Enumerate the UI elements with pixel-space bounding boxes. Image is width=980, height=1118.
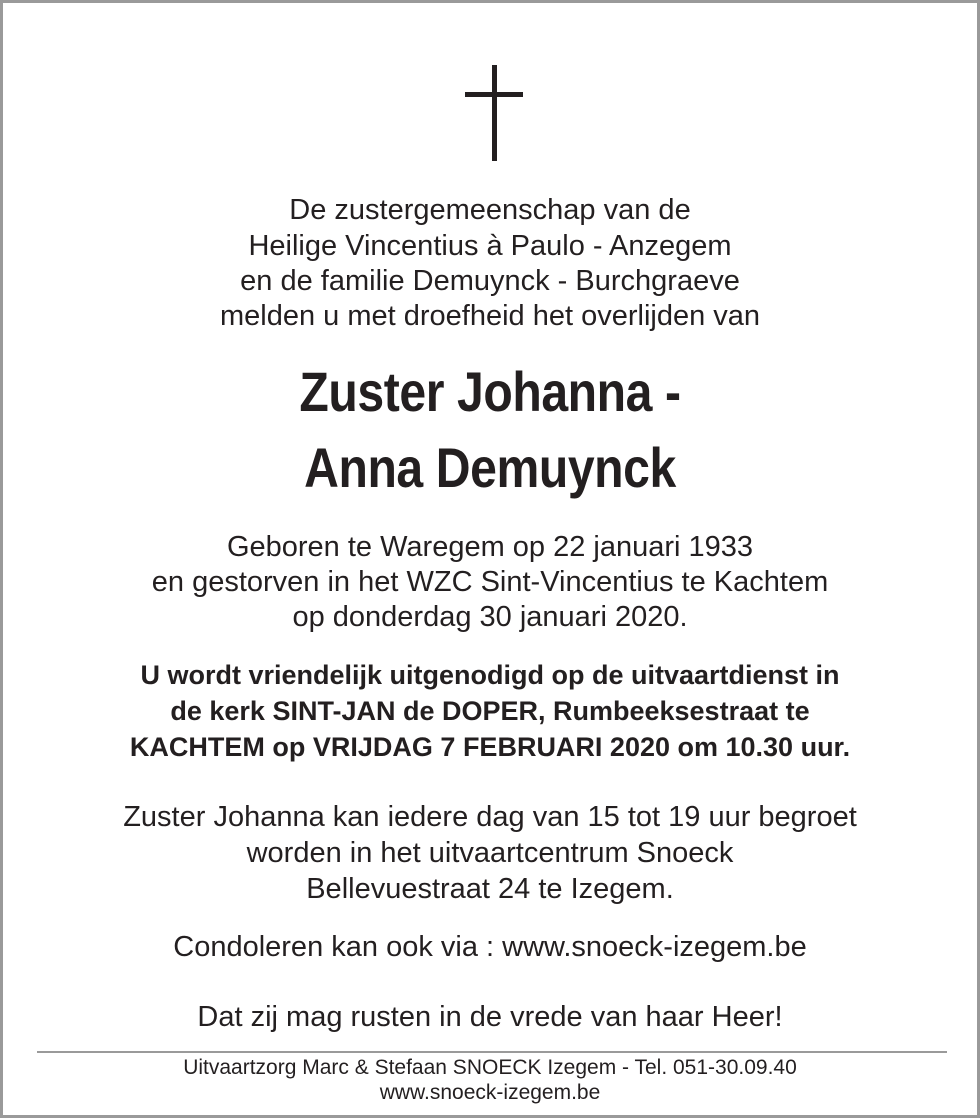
intro-line-3: en de familie Demuynck - Burchgraeve <box>240 265 740 297</box>
death-date-line: op donderdag 30 januari 2020. <box>292 601 688 633</box>
cross-icon <box>465 65 523 161</box>
invitation-line-3: KACHTEM op VRIJDAG 7 FEBRUARI 2020 om 10.30 uur. <box>129 732 851 762</box>
footer-divider <box>37 1051 947 1053</box>
footer-company-line: Uitvaartzorg Marc & Stefaan SNOECK Izegem - Tel. 051-30.09.40 <box>183 1056 797 1079</box>
closing-line: Dat zij mag rusten in de vrede van haar Heer! <box>197 1001 783 1033</box>
intro-line-4: melden u met droefheid het overlijden van <box>219 300 761 332</box>
death-place-line: en gestorven in het WZC Sint-Vincentius te Kachtem <box>151 566 829 598</box>
visitation-line-1: Zuster Johanna kan iedere dag van 15 tot 19 uur begroet <box>123 801 857 833</box>
condolences-line: Condoleren kan ook via : www.snoeck-izegem.be <box>173 931 807 963</box>
invitation-line-1: U wordt vriendelijk uitgenodigd op de uitvaartdienst in <box>140 660 840 690</box>
visitation-line-2: worden in het uitvaartcentrum Snoeck <box>246 837 734 869</box>
footer-website-line: www.snoeck-izegem.be <box>379 1081 601 1104</box>
invitation-line-2: de kerk SINT-JAN de DOPER, Rumbeeksestraat te <box>170 696 810 726</box>
intro-line-2: Heilige Vincentius à Paulo - Anzegem <box>248 230 732 262</box>
visitation-line-3: Bellevuestraat 24 te Izegem. <box>306 873 674 905</box>
intro-line-1: De zustergemeenschap van de <box>289 194 691 226</box>
deceased-name-line-2: Anna Demuynck <box>304 436 676 499</box>
deceased-name-line-1: Zuster Johanna - <box>299 360 681 423</box>
birth-date-line: Geboren te Waregem op 22 januari 1933 <box>226 531 754 563</box>
